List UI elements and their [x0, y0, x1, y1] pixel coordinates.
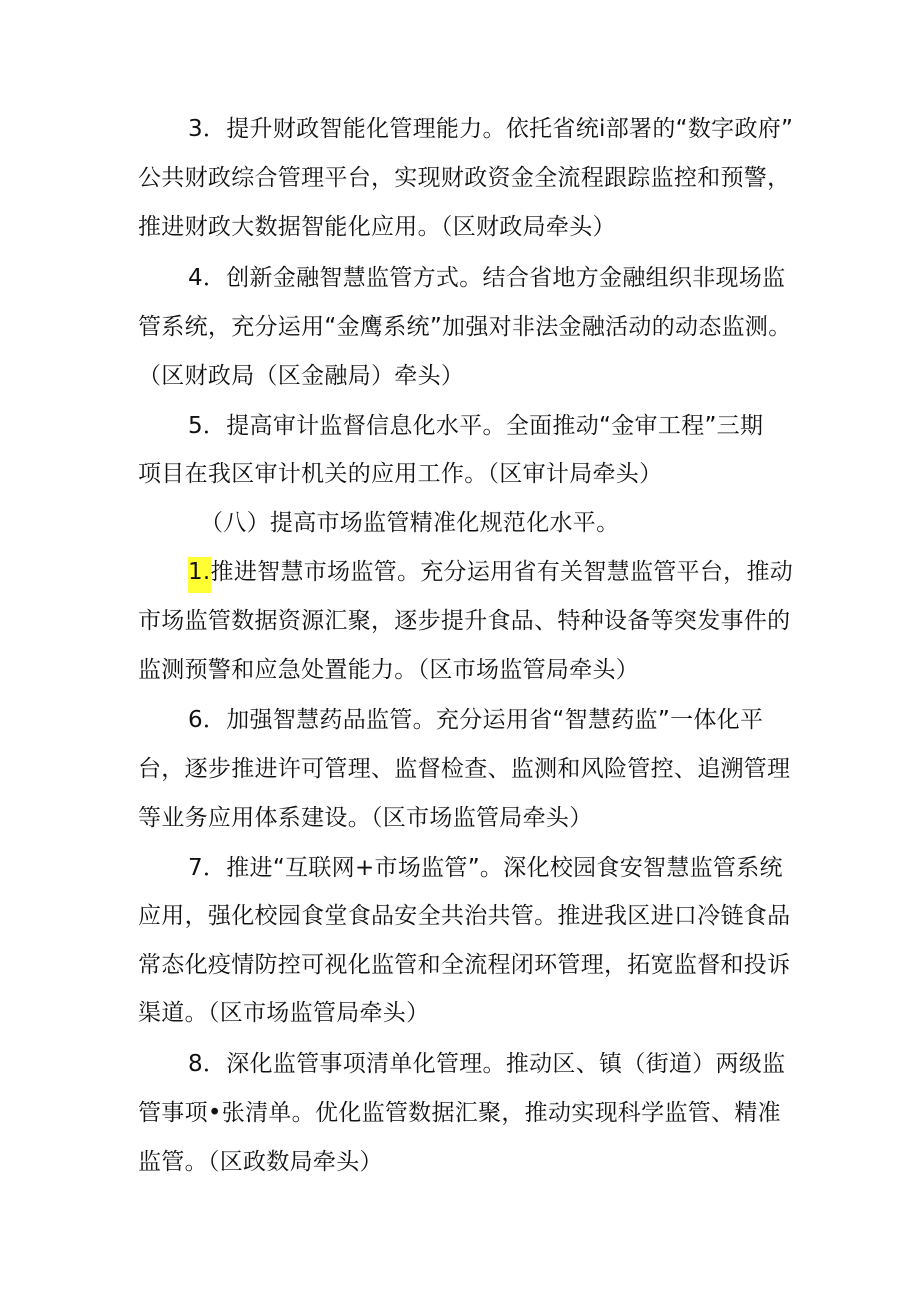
paragraph-3-line-1: 3．提升财政智能化管理能力。依托省统i部署的“数字政府”	[188, 116, 794, 142]
paragraph-1-line-2: 市场监管数据资源汇聚，逐步提升食品、特种设备等突发事件的	[138, 608, 791, 634]
paragraph-5-line-2: 项目在我区审计机关的应用工作。（区审计局牵头）	[138, 461, 663, 487]
paragraph-7-line-3: 常态化疫情防控可视化监管和全流程闭环管理，拓宽监督和投诉	[138, 952, 791, 978]
paragraph-8-line-3: 监管。（区政数局牵头）	[138, 1149, 383, 1175]
paragraph-1-line-3: 监测预警和应急处置能力。（区市场监管局牵头）	[138, 657, 640, 683]
paragraph-1-line-1-text: 推进智慧市场监管。充分运用省有关智慧监管平台，推动	[210, 559, 794, 585]
paragraph-3-line-3: 推进财政大数据智能化应用。（区财政局牵头）	[138, 214, 616, 240]
paragraph-8-line-2: 管事项•张清单。优化监管数据汇聚，推动实现科学监管、精准	[138, 1100, 781, 1126]
highlighted-number: 1.	[188, 557, 211, 593]
paragraph-1-line-1	[188, 557, 793, 587]
paragraph-4-line-3: （区财政局（区金融局）牵头）	[138, 363, 465, 389]
paragraph-7-line-2: 应用，强化校园食堂食品安全共治共管。推进我区进口冷链食品	[138, 903, 791, 929]
paragraph-6-line-1: 6．加强智慧药品监管。充分运用省“智慧药监”一体化平	[188, 707, 764, 733]
paragraph-3-line-2: 公共财政综合管理平台，实现财政资金全流程跟踪监控和预警，	[138, 165, 791, 191]
paragraph-7-line-4: 渠道。（区市场监管局牵头）	[138, 1000, 430, 1026]
paragraph-7-line-1: 7．推进“互联网+市场监管”。深化校园食安智慧监管系统	[188, 855, 783, 881]
paragraph-4-line-2: 管系统，充分运用“金鹰系统”加强对非法金融活动的动态监测。	[138, 314, 792, 340]
paragraph-8-line-1: 8．深化监管事项清单化管理。推动区、镇（街道）两级监	[188, 1051, 786, 1077]
paragraph-6-line-2: 台，逐步推进许可管理、监督检查、监测和风险管控、追溯管理	[138, 756, 791, 782]
paragraph-4-line-1: 4．创新金融智慧监管方式。结合省地方金融组织非现场监	[188, 265, 786, 291]
paragraph-5-line-1: 5．提高审计监督信息化水平。全面推动“金审工程”三期	[188, 413, 764, 439]
section-heading-8: （八）提高市场监管精准化规范化水平。	[200, 510, 620, 536]
paragraph-6-line-3: 等业务应用体系建设。（区市场监管局牵头）	[138, 805, 593, 831]
